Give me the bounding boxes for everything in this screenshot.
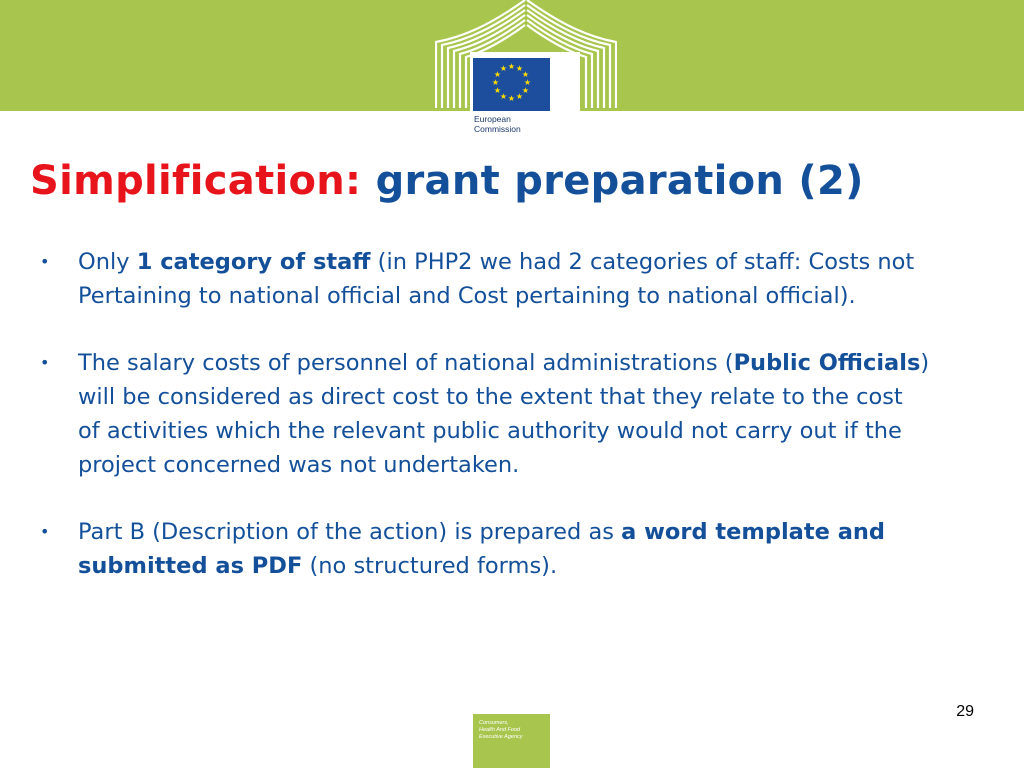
svg-text:★: ★ [493,86,502,95]
title-red-part: Simplification: [30,158,362,204]
svg-text:★: ★ [493,70,502,79]
bullet-text-pre: The salary costs of personnel of national administrations ( [78,350,734,376]
ec-logo-line2: Commission [474,124,521,134]
chafea-logo-icon [473,714,550,768]
chafea-line2: Health And Food [479,727,521,733]
svg-text:★: ★ [515,92,524,101]
ec-logo-text [474,114,554,134]
slide-title [30,150,1000,212]
european-commission-logo-icon [435,0,617,148]
bullet-text-bold: a word template and submitted as PDF [78,519,886,579]
chafea-line3: Executive Agency [479,734,523,740]
svg-text:★: ★ [507,62,516,71]
svg-text:★: ★ [491,78,500,87]
bullet-text-post: ) will be considered as direct cost to the extent that they relate to the cost of activities which the relevant public authority would not carry out if the project concerned was not undertaken. [78,350,930,478]
svg-text:★: ★ [499,64,508,73]
bullet-text-post: (in PHP2 we had 2 categories of staff: Costs not Pertaining to national official and Cost pertaining to national official). [78,249,915,309]
ec-logo-line1: European [474,114,511,124]
bullet-list [40,245,930,583]
chafea-line1: Consumers, [479,720,509,726]
bullet-icon: • [40,522,50,541]
svg-text:★: ★ [515,64,524,73]
bullet-text-pre: Part B (Description of the action) is prepared as [78,519,622,545]
svg-text:★: ★ [507,94,516,103]
bullet-item [40,515,930,583]
svg-text:★: ★ [523,78,532,87]
title-blue-part: grant preparation (2) [375,158,864,204]
bullet-icon: • [40,252,50,271]
bullet-text-bold: 1 category of staff [136,249,371,275]
chafea-logo-text [479,720,549,741]
svg-text:★: ★ [521,86,530,95]
bullet-text-bold: Public Officials [733,350,921,376]
bullet-icon: • [40,353,50,372]
bullet-item [40,245,930,313]
bullet-item [40,346,930,482]
bullet-text-post: (no structured forms). [302,553,558,579]
eu-flag-icon [473,58,550,111]
bullet-text-pre: Only [78,249,137,275]
svg-text:★: ★ [521,70,530,79]
page-number: 29 [956,703,974,720]
svg-text:★: ★ [499,92,508,101]
